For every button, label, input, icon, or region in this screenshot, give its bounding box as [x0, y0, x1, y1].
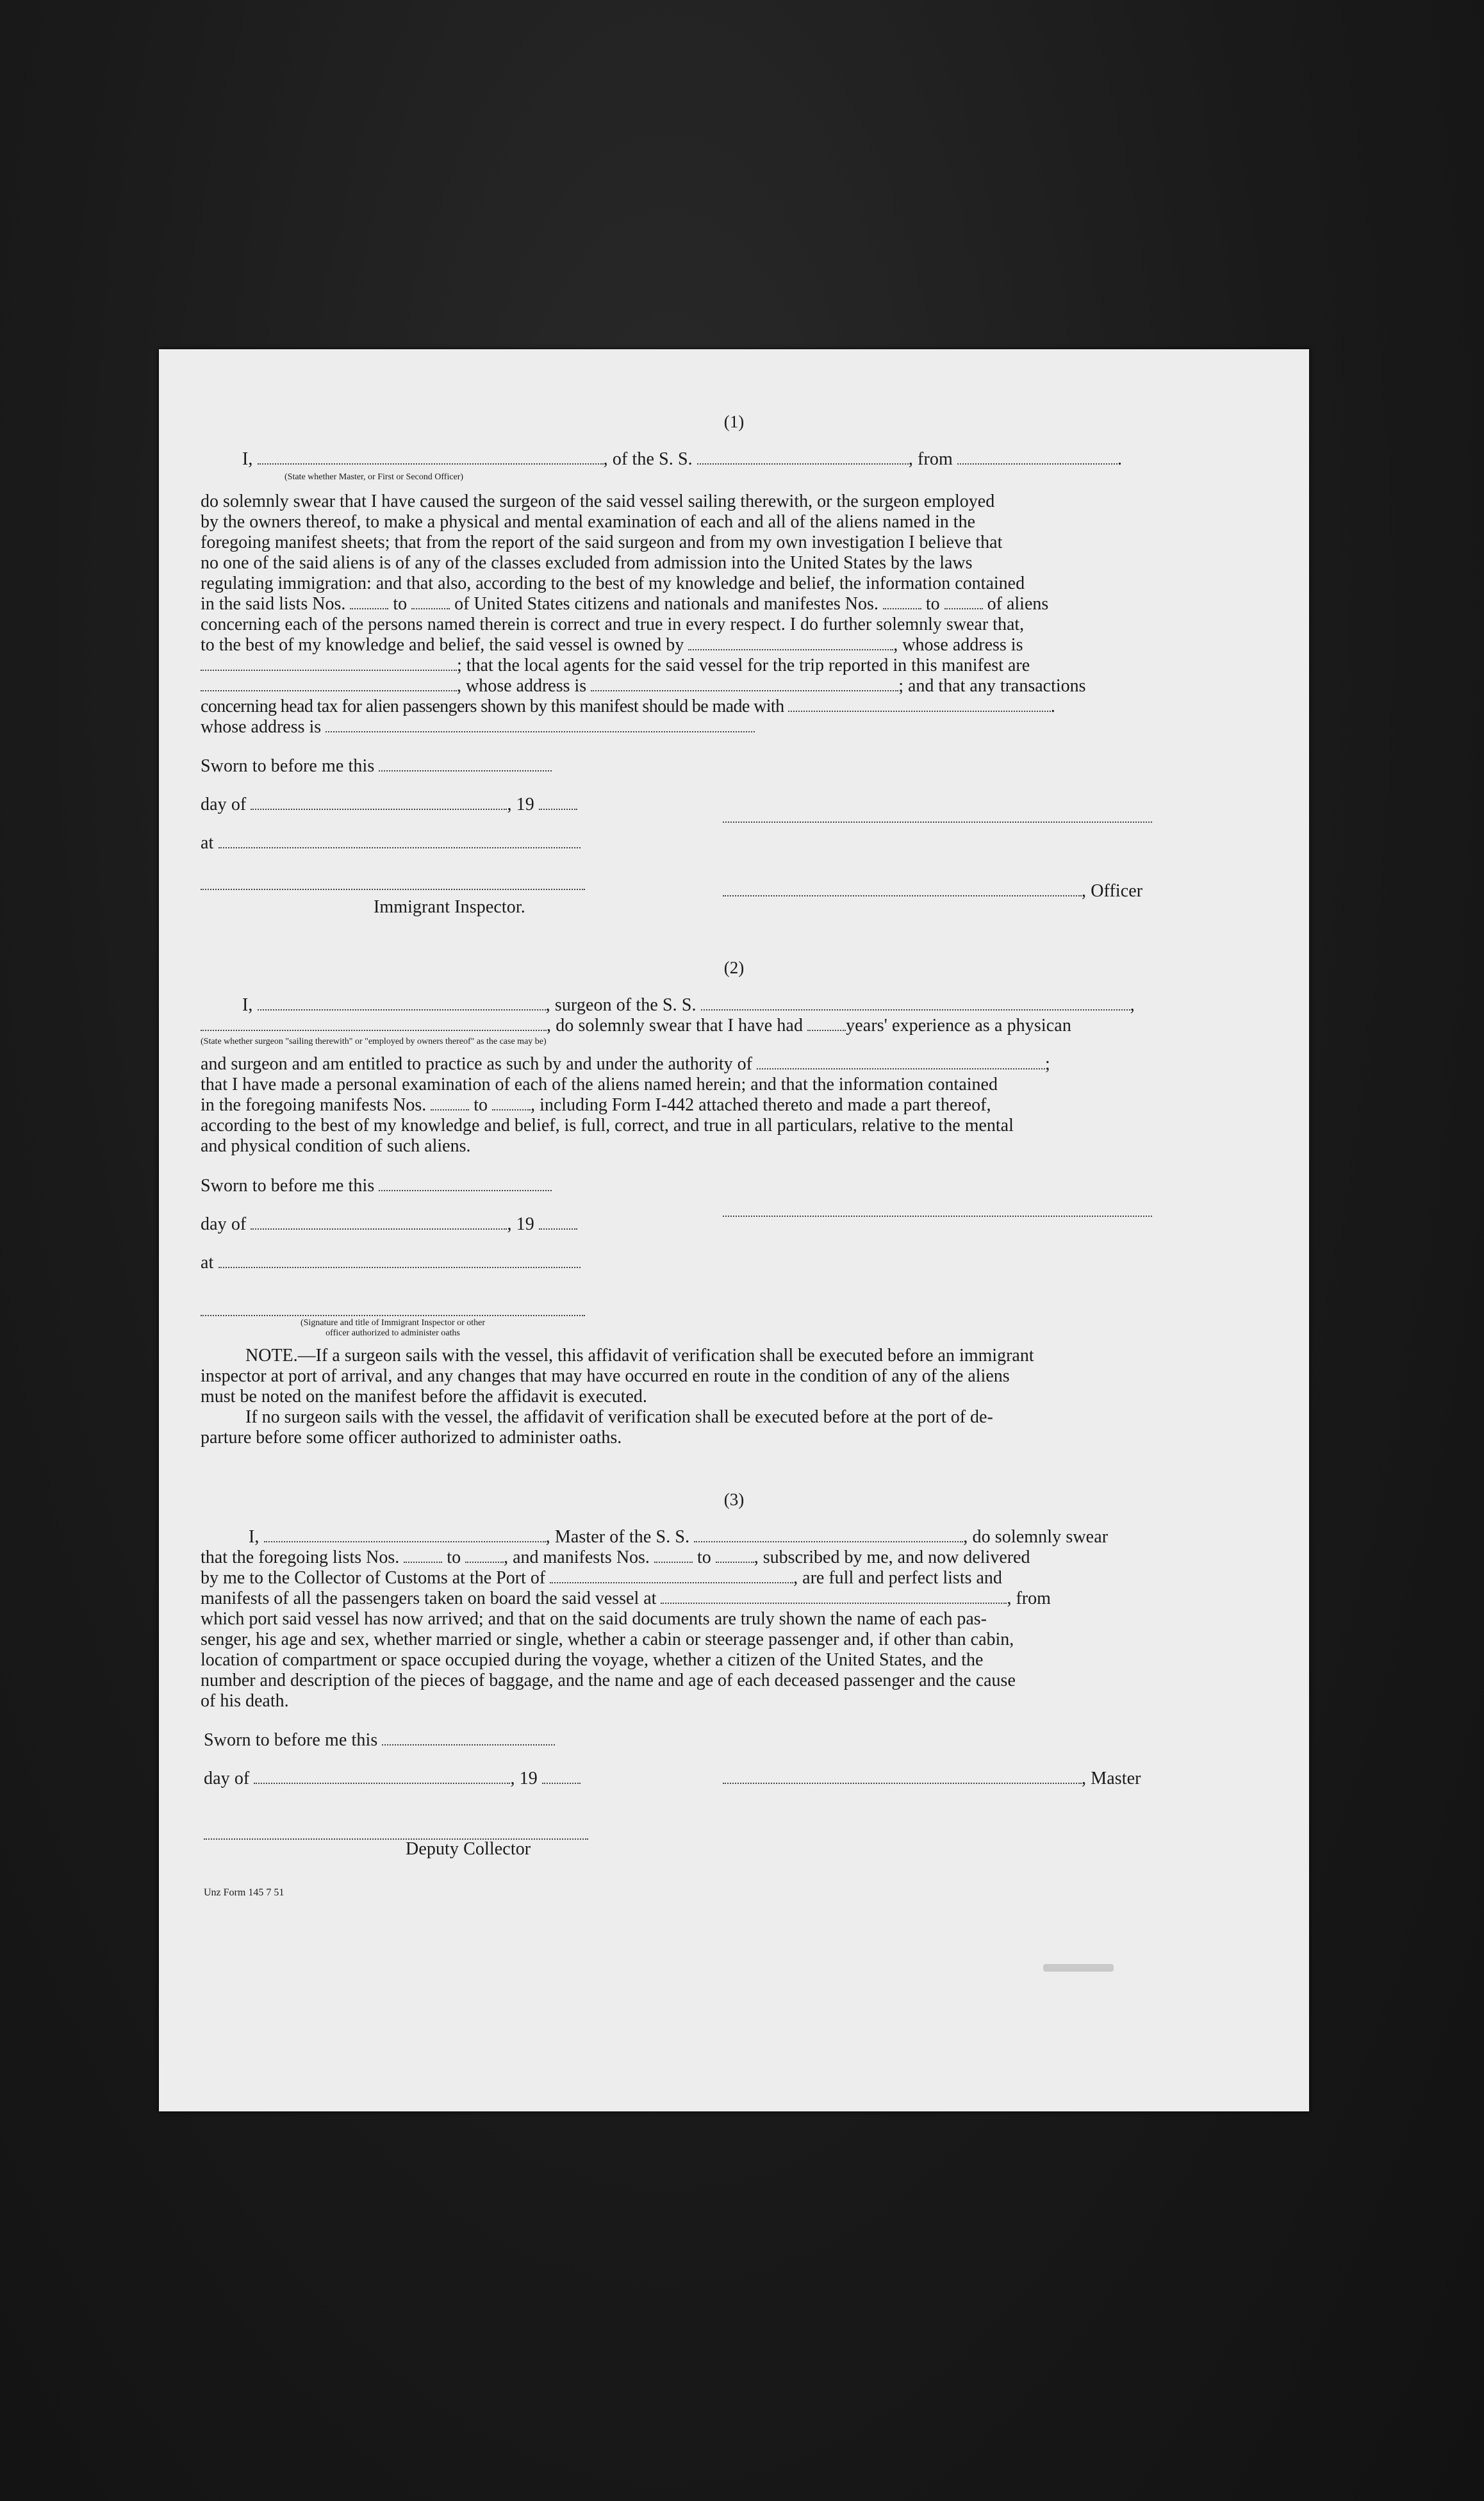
- s1-oath-text: do solemnly swear that I have caused the surgeon of the said vessel sailing therewith, or the surgeon employed by the owners thereof, to make a physical and mental examination of each and all of the aliens named in the foregoing manifest sheets; that from the report of the said surgeon and from my own investigation I believe that no one of the said aliens is of any of the classes excluded from admission into the United States by the laws regulating immigration: and that also, according to the best of my knowledge and belief, the information contained in the said lists Nos. to of United States citizens and nationals and manifestes Nos. to of aliens concerning each of the persons named therein is correct and true in every respect. I do further solemnly swear that, to the best of my knowledge and belief, the said vessel is owned by , whose address is ; that the local agents for the said vessel for the trip reported in this manifest are , whose address is ; and that any transactions concerning head tax for alien passengers shown by this manifest should be made with . whose address is: [201, 491, 1086, 737]
- section-3-number: (3): [723, 1490, 745, 1509]
- s1-sworn: Sworn to before me this: [201, 756, 552, 777]
- s3-master-sig-line: , Master: [723, 1769, 1141, 1789]
- s1-at: at: [201, 833, 581, 854]
- s3-oath-text: that the foregoing lists Nos. to , and manifests Nos. to , subscribed by me, and now delivered by me to the Collector of Customs at the Port of , are full and perfect lists and manifests of all the passengers taken on board the said vessel at , from which port said vessel has now arrived; and that on the said documents are truly shown the name of each pas- senger, his age and sex, whether married or single, whether a cabin or steerage passenger and, if other than cabin, location of compartment or space occupied during the voyage, whether a citizen of the United States, and the number and description of the pieces of baggage, and the name and age of each deceased passenger and the cause of his death.: [201, 1548, 1051, 1711]
- vessel-name-blank: [697, 449, 909, 465]
- scan-smudge: [1043, 1964, 1114, 1972]
- s2-swear-line: , do solemnly swear that I have had years' experience as a physican: [201, 1016, 1071, 1036]
- s2-surgeon-line: I, , surgeon of the S. S. ,: [242, 995, 1135, 1015]
- s1-day-of: day of , 19: [201, 795, 577, 815]
- s2-sworn: Sworn to before me this: [201, 1176, 552, 1196]
- s2-surgeon-note: (State whether surgeon "sailing therewith" or "employed by owners thereof" as the case may be): [201, 1037, 547, 1046]
- s2-signature-line: [723, 1214, 1152, 1217]
- s2-oath-text: and surgeon and am entitled to practice as such by and under the authority of ; that I have made a personal examination of each of the aliens named herein; and that the information contained in the foregoing manifests Nos. to , including Form I-442 attached thereto and made a part thereof, according to the best of my knowledge and belief, is full, correct, and true in all particulars, relative to the mental and physical condition of such aliens.: [201, 1054, 1050, 1156]
- s2-day-of: day of , 19: [201, 1214, 577, 1235]
- s2-signature-note: (Signature and title of Immigrant Inspector or other officer authorized to administer oaths: [300, 1318, 486, 1338]
- section-1-number: (1): [723, 412, 745, 431]
- s1-officer-note: (State whether Master, or First or Second Officer): [284, 472, 464, 482]
- master-name-blank: [258, 449, 604, 465]
- s3-master-line: I, , Master of the S. S. , do solemnly swear: [249, 1527, 1109, 1547]
- s2-inspector-line: [201, 1314, 585, 1316]
- from-port-blank: [957, 449, 1117, 465]
- s1-inspector-line: [201, 887, 585, 890]
- manifest-affidavit-page: [159, 349, 1309, 2111]
- s2-note-text: NOTE.—If a surgeon sails with the vessel, this affidavit of verification shall be executed before an immigrant inspector at port of arrival, and any changes that may have occurred en route in the condition of any of the aliens must be noted on the manifest before the affidavit is executed. If no surgeon sails with the vessel, the affidavit of verification shall be executed before at the port of de- parture before some officer authorized to administer oaths.: [201, 1346, 1034, 1448]
- s1-signature-line: [723, 820, 1152, 823]
- s2-at: at: [201, 1253, 581, 1273]
- s1-master-line: I, , of the S. S. , from .: [242, 449, 1123, 469]
- s3-deputy-collector-label: Deputy Collector: [406, 1839, 531, 1859]
- section-2-number: (2): [723, 958, 745, 977]
- s3-sworn: Sworn to before me this: [204, 1730, 555, 1751]
- s1-officer-line: , Officer: [723, 881, 1142, 902]
- s1-immigrant-inspector-label: Immigrant Inspector.: [374, 897, 525, 917]
- form-number: Unz Form 145 7 51: [204, 1887, 284, 1898]
- s3-day-of: day of , 19: [204, 1769, 581, 1789]
